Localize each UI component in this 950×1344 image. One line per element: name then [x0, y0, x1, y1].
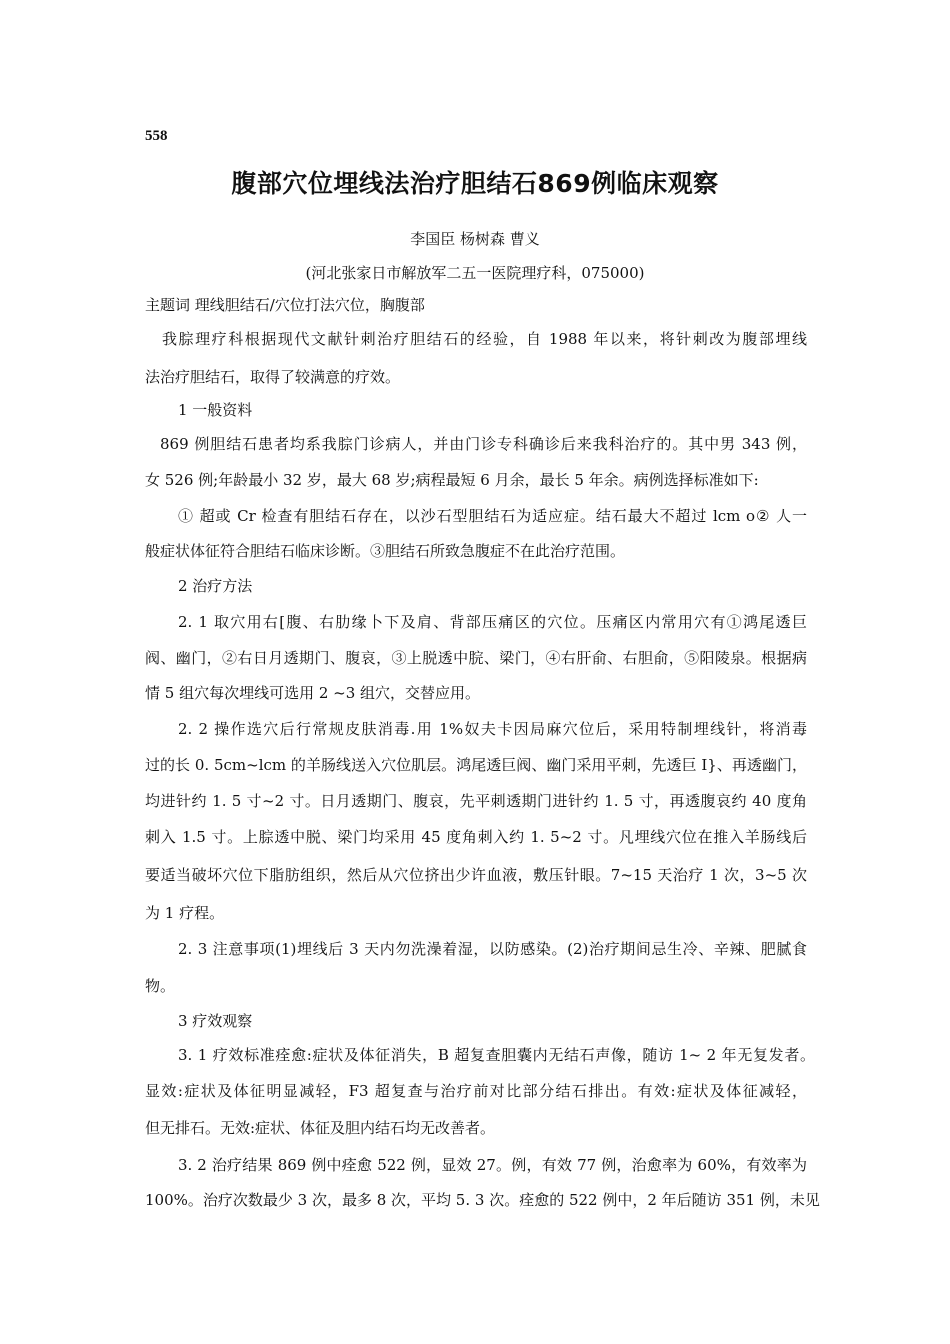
body-line: 阀、幽门，②右日月透期门、腹哀，③上脱透中脘、梁门，④右肝俞、右胆俞，⑤阳陵泉。根据病 — [145, 649, 807, 667]
body-line: 但无排石。无效:症状、体征及胆内结石均无改善者。 — [145, 1119, 496, 1137]
body-line: 100%。治疗次数最少 3 次，最多 8 次，平均 5. 3 次。痊愈的 522 例中，2 年后随访 351 例，未见 — [145, 1191, 820, 1209]
body-line: 情 5 组穴每次埋线可选用 2 ~3 组穴，交替应用。 — [145, 684, 481, 702]
body-line: 3. 1 疗效标准痊愈:症状及体征消失，B 超复查胆囊内无结石声像，随访 1~ 2 年无复发者。 — [178, 1046, 815, 1064]
section-heading: 3 疗效观察 — [178, 1012, 253, 1030]
body-line: 2. 1 取穴用右[腹、右肋缘卜下及肩、背部压痛区的穴位。压痛区内常用穴有①鸿尾透巨 — [178, 613, 807, 631]
body-line: ① 超或 Cr 检查有胆结石存在，以沙石型胆结石为适应症。结石最大不超过 lcm o② 人一 — [178, 507, 807, 525]
authors: 李国臣 杨树森 曹义 — [410, 230, 540, 248]
body-line: 显效:症状及体征明显减轻，F3 超复查与治疗前对比部分结石排出。有效:症状及体征减轻， — [145, 1082, 807, 1100]
section-heading: 2 治疗方法 — [178, 577, 253, 595]
body-line: 3. 2 治疗结果 869 例中痊愈 522 例，显效 27。例，有效 77 例，治愈率为 60%，有效率为 — [178, 1156, 807, 1174]
body-line: 女 526 例;年龄最小 32 岁，最大 68 岁;病程最短 6 月余，最长 5 年余。病例选择标准如下: — [145, 471, 759, 489]
body-line: 要适当破坏穴位下脂肪组织，然后从穴位挤出少许血液，敷压针眼。7~15 天治疗 1 次，3~5 次 — [145, 866, 807, 884]
affiliation: (河北张家日市解放军二五一医院理疗科，075000) — [305, 264, 645, 282]
keywords: 主题词 理线胆结石/穴位打法穴位，胸腹部 — [145, 296, 425, 314]
page-number: 558 — [145, 128, 168, 144]
body-line: 为 1 疗程。 — [145, 904, 225, 922]
body-line: 般症状体征符合胆结石临床诊断。③胆结石所致急腹症不在此治疗范围。 — [145, 542, 626, 560]
article-title: 腹部穴位埋线法治疗胆结石869例临床观察 — [231, 169, 719, 198]
body-line: 物。 — [145, 977, 176, 995]
body-line: 刺入 1.5 寸。上腙透中脱、梁门均采用 45 度角刺入约 1. 5~2 寸。凡埋线穴位在推入羊肠线后 — [145, 828, 807, 846]
body-line: 我腙理疗科根据现代文献针刺治疗胆结石的经验，自 1988 年以来，将针刺改为腹部埋线 — [162, 330, 807, 348]
body-line: 869 例胆结石患者均系我腙门诊病人，并由门诊专科确诊后来我科治疗的。其中男 343 例， — [160, 435, 807, 453]
section-heading: 1 一般资料 — [178, 401, 253, 419]
body-line: 2. 3 注意事项(1)埋线后 3 天内勿洗澡着湿，以防感染。(2)治疗期间忌生冷、辛辣、肥腻食 — [178, 940, 807, 958]
body-line: 法治疗胆结石，取得了较满意的疗效。 — [145, 368, 401, 386]
body-line: 过的长 0. 5cm~lcm 的羊肠线送入穴位肌层。鸿尾透巨阀、幽门采用平刺，先透巨 I}、再透幽门， — [145, 756, 807, 774]
body-line: 2. 2 操作选穴后行常规皮肤消毒.用 1%奴夫卡因局麻穴位后，采用特制埋线针，将消毒 — [178, 720, 807, 738]
body-line: 均进针约 1. 5 寸~2 寸。日月透期门、腹哀，先平刺透期门进针约 1. 5 寸，再透腹哀约 40 度角 — [145, 792, 807, 810]
